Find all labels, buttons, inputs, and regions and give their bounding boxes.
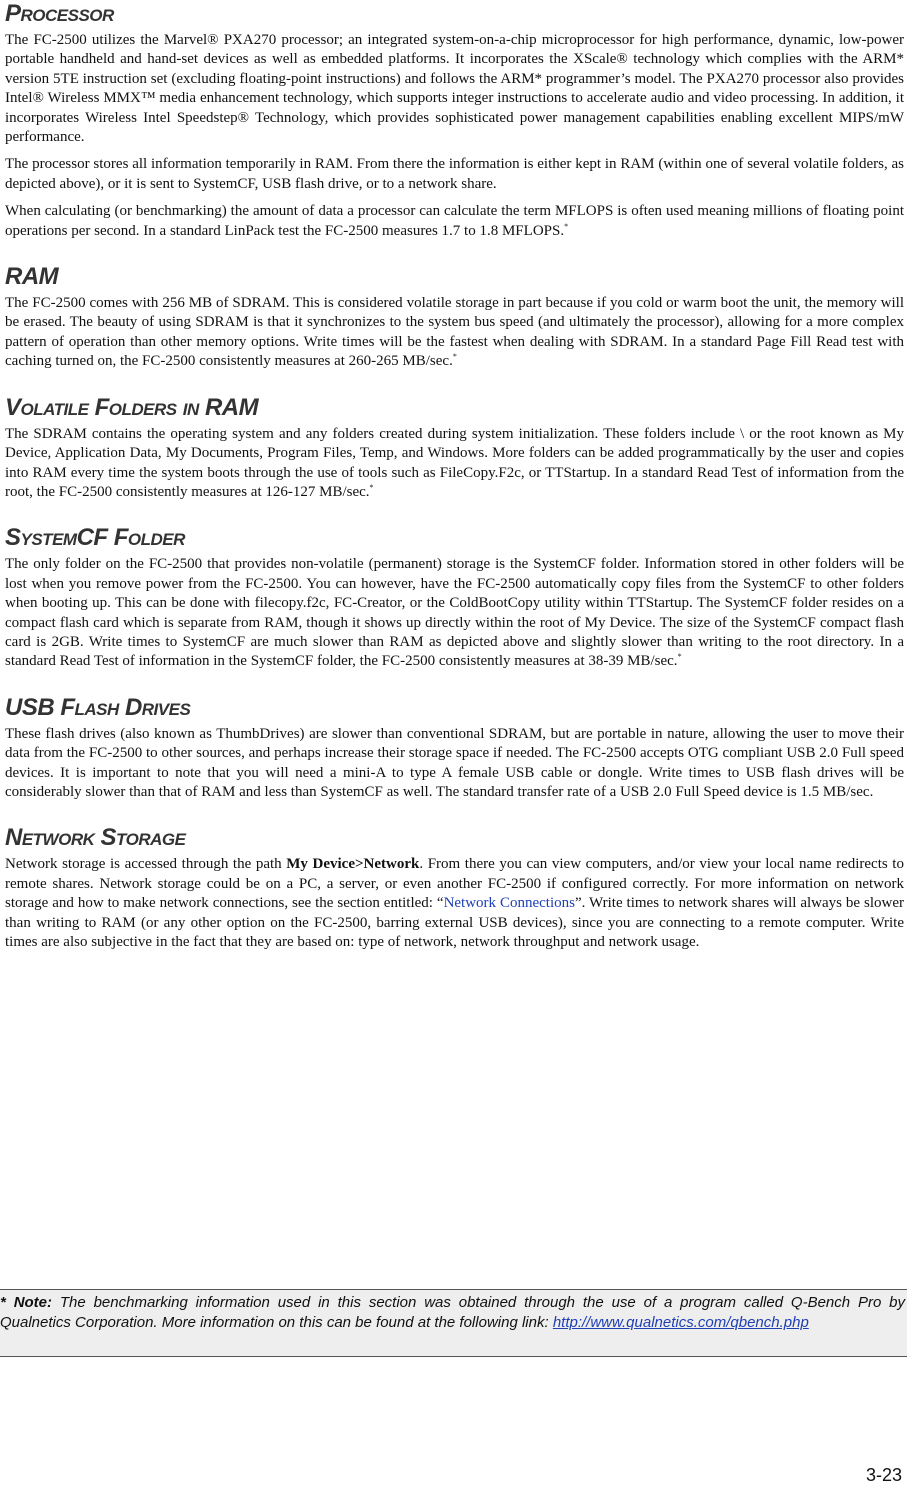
note-label: * Note:: [0, 1294, 53, 1311]
ram-paragraph: The FC-2500 comes with 256 MB of SDRAM. This is considered volatile storage in part because if you cold or warm boot the unit, the memory will be erased. The beauty of using SDRAM is that it synchronizes to the system bus speed (and ultimately the processor), allowing for a more complex pattern of operation than other memory options. Write times will be the fastest when dealing with SDRAM. In a standard Page Fill Read test with caching turned on, the FC-2500 consistently measures at 260-265 MB/sec.*: [5, 295, 904, 370]
section-heading-ram: RAM: [5, 263, 59, 291]
footnote-marker: *: [369, 482, 374, 492]
benchmark-note: [0, 1289, 907, 1357]
document-page: [5, 0, 904, 960]
page-number: 3-23: [865, 1465, 902, 1485]
section-heading-network-storage: Network Storage: [5, 824, 186, 852]
usb-flash-drives-paragraph: These flash drives (also known as ThumbDrives) are slower than conventional SDRAM, but are portable in nature, allowing the user to move their data from the FC-2500 to other sources, and perhaps increase their storage space if needed. The FC-2500 accepts OTG compliant USB 2.0 Full speed devices. It is important to note that you will need a mini-A to type A female USB cable or dongle. Write times to USB flash drives will be considerably slower than that of RAM and less than SystemCF as well. The standard transfer rate of a USB 2.0 Full Speed device is 1.5 MB/sec.: [5, 725, 904, 800]
processor-paragraph-2: The processor stores all information temporarily in RAM. From there the information is either kept in RAM (within one of several volatile folders, as depicted above), or it is sent to SystemCF, USB flash drive, or to a network share.: [5, 156, 904, 192]
section-heading-processor: Processor: [5, 0, 114, 27]
network-storage-paragraph: Network storage is accessed through the path My Device>Network. From there you can view computers, and/or view your local name redirects to remote shares. Network storage could be on a PC, a server, or even another FC-2500 if configured correctly. For more information on network storage and how to make network connections, see the section entitled: “Network Connections”. Write times to network shares will always be slower than writing to RAM (or any other option on the FC-2500, barring external USB devices), since you are connecting to a remote computer. Write times are also subjective in the fact that they are based on: type of network, network throughput and network usage.: [5, 856, 905, 950]
qbench-link[interactable]: http://www.qualnetics.com/qbench.php: [552, 1314, 809, 1331]
network-path: My Device>Network: [286, 856, 420, 873]
volatile-folders-paragraph: The SDRAM contains the operating system and any folders created during system initialization. These folders include \ or the root known as My Device, Application Data, My Documents, Program Files, Temp, and Windows. More folders can be added programmatically by the user and copies into RAM every time the system boots through the use of tools such as FileCopy.F2c, or TTStartup. In a standard Read Test of information from the root, the FC-2500 consistently measures at 126-127 MB/sec.*: [5, 425, 904, 500]
network-connections-link[interactable]: Network Connections: [443, 895, 575, 912]
footnote-marker: *: [452, 352, 457, 362]
section-heading-systemcf: SystemCF Folder: [5, 524, 185, 552]
footnote-marker: *: [677, 652, 682, 662]
systemcf-paragraph: The only folder on the FC-2500 that provides non-volatile (permanent) storage is the SystemCF folder. Information stored in other folders will be lost when you remove power from the FC-2500. You can however, have the FC-2500 automatically copy files from the SystemCF to other folders when booting up. This can be done with filecopy.f2c, FC-Creator, or the ColdBootCopy utility within TTStartup. The SystemCF folder resides on a compact flash card which is separate from RAM, though it shows up directly within the root of My Device. The size of the SystemCF compact flash card is 2GB. Write times to SystemCF are much slower than RAM as depicted above and slightly slower than writing to the root directory. In a standard Read Test of information in the SystemCF folder, the FC-2500 consistently measures at 38-39 MB/sec.*: [5, 556, 904, 670]
section-heading-volatile-folders: Volatile Folders in RAM: [5, 393, 259, 421]
processor-paragraph-3: When calculating (or benchmarking) the amount of data a processor can calculate the term MFLOPS is often used meaning millions of floating point operations per second. In a standard LinPack test the FC-2500 measures 1.7 to 1.8 MFLOPS.*: [5, 203, 904, 239]
note-text: The benchmarking information used in this section was obtained through the use of a program called Q-Bench Pro by Qualnetics Corporation. More information on this can be found at the following link:: [0, 1294, 906, 1331]
processor-paragraph-1: The FC-2500 utilizes the Marvel® PXA270 processor; an integrated system-on-a-chip microprocessor for high performance, dynamic, low-power portable handheld and hand-set devices as well as embedded platforms. It incorporates the XScale® technology which complies with the ARM* version 5TE instruction set (excluding floating-point instructions) and follows the ARM* programmer’s model. The PXA270 processor also provides Intel® Wireless MMX™ media enhancement technology, which supports integer instructions to accelerate audio and video processing. In addition, it incorporates Wireless Intel Speedstep® Technology, which provides sophisticated power management capabilities enabling excellent MIPS/mW performance.: [5, 32, 904, 146]
section-heading-usb-flash-drives: USB Flash Drives: [5, 693, 191, 721]
footnote-marker: *: [564, 221, 569, 231]
